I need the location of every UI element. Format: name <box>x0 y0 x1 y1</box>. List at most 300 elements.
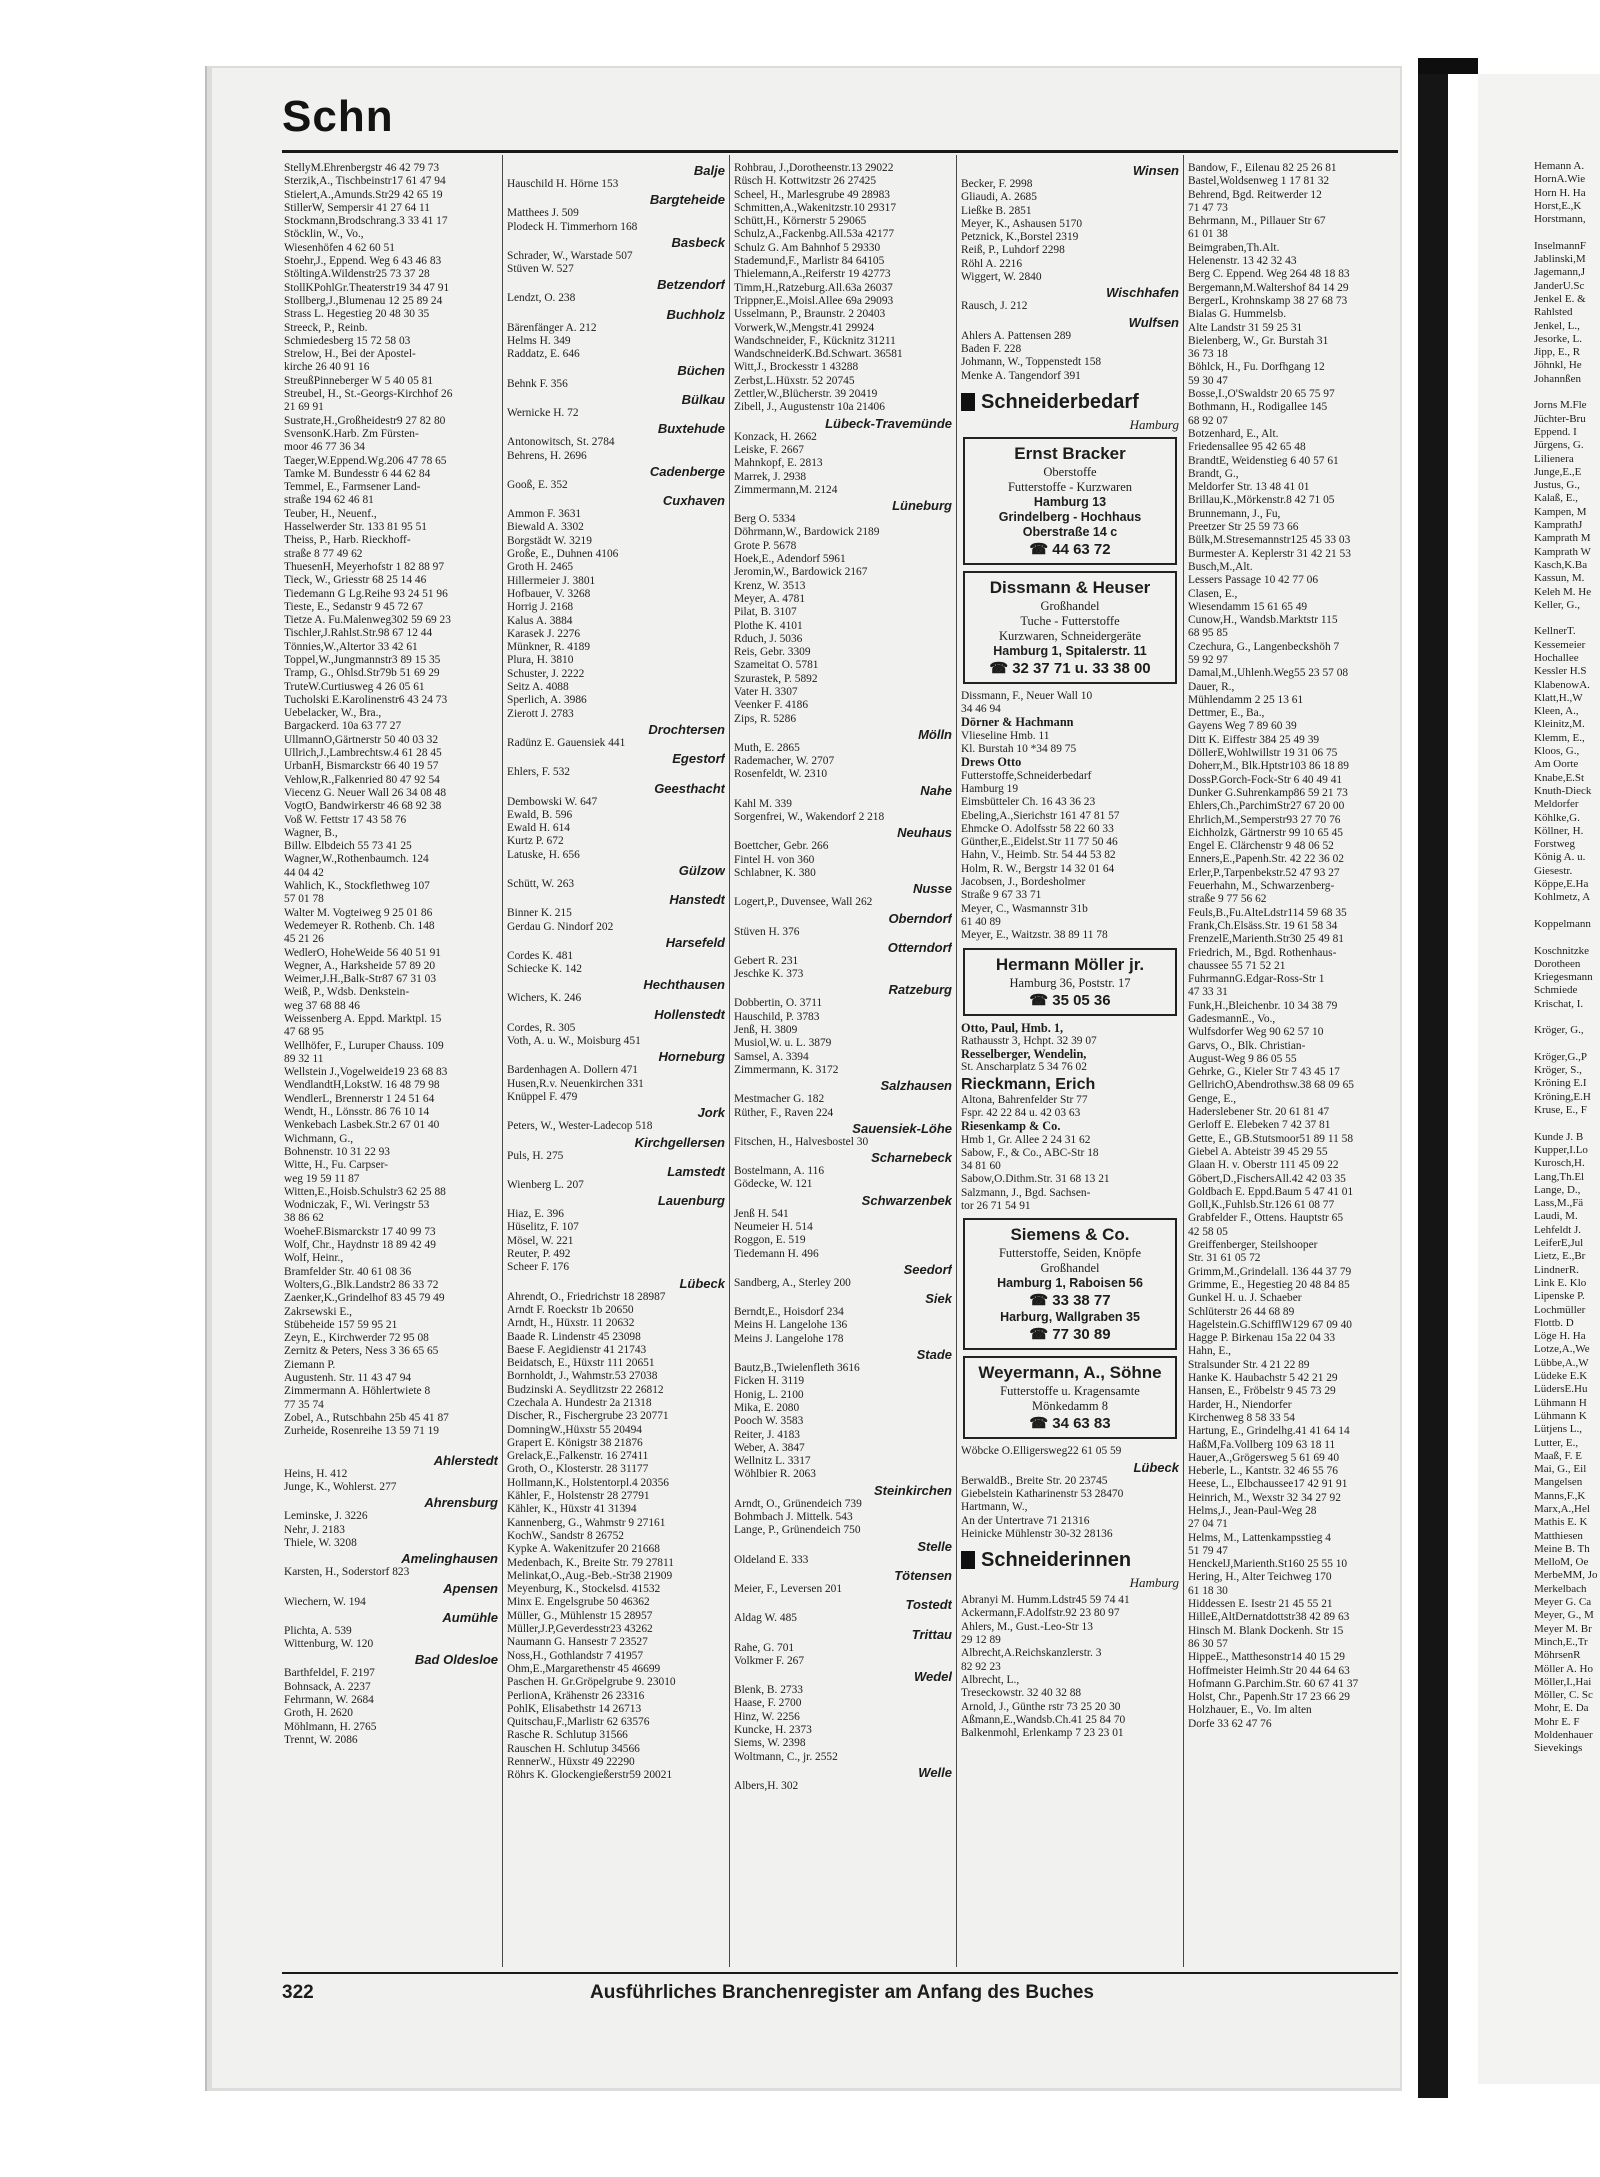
facing-page-entry: Lochmüller <box>1534 1303 1586 1316</box>
listing-entry: Strelow, H., Bei der Apostel- <box>284 348 416 361</box>
listing-entry: Helenenstr. 13 42 32 43 <box>1188 255 1297 268</box>
listing-entry: Bardenhagen A. Dollern 471 <box>507 1064 638 1077</box>
listing-entry: Blenk, B. 2733 <box>734 1684 803 1697</box>
listing-entry: Hering, H., Alter Teichweg 170 <box>1188 1571 1332 1584</box>
listing-entry: Große, E., Duhnen 4106 <box>507 548 619 561</box>
listing-entry: Szurastek, P. 5892 <box>734 672 818 685</box>
ad-text-line: Futterstoffe, Seiden, Knöpfe <box>998 1246 1142 1261</box>
listing-entry: Wagner,W.,Rothenbaumch. 124 <box>284 853 429 866</box>
listing-entry: Schlabner, K. 380 <box>734 866 816 879</box>
listing-entry: Meldorfer Str. 13 48 41 01 <box>1188 481 1310 494</box>
section-marker-icon <box>961 1551 975 1569</box>
listing-entry: Ficken H. 3119 <box>734 1375 805 1388</box>
listing-entry: FrenzelE,Marienth.Str30 25 49 81 <box>1188 933 1344 946</box>
listing-entry: Wiesendamm 15 61 65 49 <box>1188 600 1308 613</box>
column-3 <box>734 162 952 1967</box>
listing-entry: Hahn, E., <box>1188 1345 1232 1358</box>
facing-page-entry: Knuth-Dieck <box>1534 784 1592 797</box>
listing-entry: Hagelstein.G.SchifflW129 67 09 40 <box>1188 1318 1352 1331</box>
facing-page-entry: Mathis E. K <box>1534 1516 1588 1529</box>
section-heading-text: Schneiderinnen <box>981 1549 1132 1572</box>
listing-entry: St. Anscharplatz 5 34 76 02 <box>961 1061 1087 1074</box>
listing-entry: Stüven W. 527 <box>507 263 574 276</box>
listing-entry: Bialas G. Hummelsb. <box>1188 308 1287 321</box>
listing-entry: Ammon F. 3631 <box>507 508 582 521</box>
listing-entry: Ahlers, M., Gust.-Leo-Str 13 <box>961 1620 1093 1633</box>
listing-entry: Strass L. Hegestieg 20 48 30 35 <box>284 308 430 321</box>
listing-entry: Johmann, W., Toppenstedt 158 <box>961 356 1102 369</box>
facing-page-entry: Knabe,E.St <box>1534 771 1585 784</box>
listing-entry: Grimm,M.,Grindelall. 136 44 37 79 <box>1188 1265 1352 1278</box>
facing-page-entry: Jorns M.Fle <box>1534 399 1587 412</box>
facing-page-entry <box>1534 1011 1600 1024</box>
listing-entry: Grapert E. Königstr 38 21876 <box>507 1436 643 1449</box>
listing-entry: Futterstoffe,Schneiderbedarf <box>961 769 1092 782</box>
facing-page-entry: Kunde J. B <box>1534 1130 1584 1143</box>
listing-entry: Viecenz G. Neuer Wall 26 34 08 48 <box>284 786 447 799</box>
facing-page-entry: Schmiede <box>1534 984 1578 997</box>
listing-entry: 82 92 23 <box>961 1660 1001 1673</box>
listing-entry: tor 26 71 54 91 <box>961 1200 1031 1213</box>
listing-entry: Groth, O., Klosterstr. 28 31177 <box>507 1463 649 1476</box>
place-heading: Welle <box>918 1764 952 1780</box>
facing-page-entry: Kessler H.S <box>1534 665 1587 678</box>
place-heading: Stade <box>916 1347 952 1363</box>
facing-page-entry: Lilienera <box>1534 452 1574 465</box>
listing-entry: Stoehr,J., Eppend. Weg 6 43 46 83 <box>284 255 442 268</box>
listing-entry: Kannenberg, G., Wahmstr 9 27161 <box>507 1516 666 1529</box>
section-heading <box>961 389 1179 415</box>
listing-entry: Witt,J., Brockesstr 1 43288 <box>734 361 859 374</box>
listing-entry: Raddatz, E. 646 <box>507 348 580 361</box>
listing-entry: Hinz, W. 2256 <box>734 1710 800 1723</box>
facing-page-entry: Lehfeldt J. <box>1534 1223 1582 1236</box>
listing-entry: 38 86 62 <box>284 1212 324 1225</box>
listing-entry: 86 30 57 <box>1188 1637 1228 1650</box>
listing-entry: Wolf, Chr., Haydnstr 18 89 42 49 <box>284 1239 436 1252</box>
listing-entry: Zibell, J., Augustenstr 10a 21406 <box>734 401 885 414</box>
listing-entry: Str. 31 61 05 72 <box>1188 1252 1261 1265</box>
facing-page-entry: Kamprath M <box>1534 532 1591 545</box>
facing-page-entry: Dorotheen <box>1534 957 1581 970</box>
listing-entry: Bärenfänger A. 212 <box>507 321 597 334</box>
place-heading: Amelinghausen <box>401 1551 498 1567</box>
listing-entry: Hauschild, P. 3783 <box>734 1010 820 1023</box>
advertisement-bracker <box>963 437 1177 565</box>
listing-entry: Beidatsch, E., Hüxstr 111 20651 <box>507 1357 655 1370</box>
facing-page-entry: Kessemeier <box>1534 638 1586 651</box>
place-heading: Harsefeld <box>665 934 725 950</box>
listing-entry: Grelack,E.,Falkenstr. 16 27411 <box>507 1450 649 1463</box>
listing-entry: Bothmann, H., Rodigallee 145 <box>1188 401 1328 414</box>
listing-entry: Weissenberg A. Eppd. Marktpl. 15 <box>284 1013 442 1025</box>
listing-entry: Holst, Chr., Papenh.Str 17 23 66 29 <box>1188 1691 1351 1704</box>
facing-page-entry: Am Oorte <box>1534 758 1579 771</box>
listing-entry: WendlandtH,LokstW. 16 48 79 98 <box>284 1079 440 1092</box>
column-divider <box>729 155 730 1967</box>
facing-page-entry: Mohr, E. Da <box>1534 1702 1589 1715</box>
listing-entry: DossP.Gorch-Fock-Str 6 40 49 41 <box>1188 773 1343 786</box>
ad-address-line: Oberstraße 14 c <box>1022 524 1118 539</box>
listing-entry: Möhlmann, H. 2765 <box>284 1720 377 1733</box>
listing-entry: Gehrke, G., Kieler Str 7 43 45 17 <box>1188 1066 1340 1079</box>
listing-entry: Wagner, B., <box>284 826 338 839</box>
facing-page-entry: Köppe,E.Ha <box>1534 878 1589 891</box>
place-heading: Tostedt <box>905 1597 952 1613</box>
section-heading-text: Schneiderbedarf <box>981 390 1139 413</box>
listing-entry: Taeger,W.Eppend.Wg.206 47 78 65 <box>284 454 447 467</box>
listing-entry: Hofbauer, V. 3268 <box>507 587 591 600</box>
listing-entry: Kähler, F., Holstenstr 28 27791 <box>507 1490 650 1503</box>
ad-phone: ☎ 34 63 83 <box>1029 1415 1111 1433</box>
listing-entry: Zurheide, Rosenreihe 13 59 71 19 <box>284 1425 440 1438</box>
listing-entry: Plodeck H. Timmerhorn 168 <box>507 220 638 233</box>
place-heading: Apensen <box>443 1580 498 1596</box>
listing-entry: Sorgenfrei, W., Wakendorf 2 218 <box>734 811 885 824</box>
listing-entry: Hiddessen E. Isestr 21 45 55 21 <box>1188 1598 1333 1611</box>
listing-entry: Sabow, F., & Co., ABC-Str 18 <box>961 1146 1099 1159</box>
listing-entry: Seitz A. 4088 <box>507 681 569 694</box>
listing-entry: straße 194 62 46 81 <box>284 494 374 507</box>
listing-entry: Müller,J.P,Geverdesstr23 43262 <box>507 1623 653 1636</box>
listing-entry: Cordes, R. 305 <box>507 1021 576 1034</box>
column-divider <box>502 155 503 1967</box>
footer-note: Ausführliches Branchenregister am Anfang des Buches <box>590 1982 1094 2003</box>
listing-entry: Kirchenweg 8 58 33 54 <box>1188 1411 1295 1424</box>
listing-entry: Röhl A. 2216 <box>961 257 1023 270</box>
place-heading: Hechthausen <box>643 977 725 993</box>
listing-entry: 29 12 89 <box>961 1634 1001 1647</box>
binding-shadow <box>1418 58 1478 74</box>
listing-entry: Hansen, E., Fröbelstr 9 45 73 29 <box>1188 1385 1336 1398</box>
place-heading: Lübeck <box>1133 1459 1179 1475</box>
column-2 <box>507 162 725 1967</box>
listing-entry: Stübeheide 157 59 95 21 <box>284 1318 398 1331</box>
listing-entry: Bohmbach J. Mittelk. 543 <box>734 1511 853 1524</box>
listing-entry <box>284 1439 498 1452</box>
listing-entry: Aldag W. 485 <box>734 1612 797 1625</box>
facing-page-entry: Krischat, I. <box>1534 997 1584 1010</box>
advertisement-moeller <box>963 948 1177 1016</box>
listing-entry: Berg C. Eppend. Weg 264 48 18 83 <box>1188 268 1350 281</box>
listing-entry: Jacobsen, J., Bordesholmer <box>961 876 1086 889</box>
facing-page-entry: Lotze,A.,We <box>1534 1343 1590 1356</box>
facing-page-entry: Johannßen <box>1534 372 1582 385</box>
listing-entry: Wellhöfer, F., Luruper Chauss. 109 <box>284 1039 444 1052</box>
listing-entry: Damal,M.,Uhlenh.Weg55 23 57 08 <box>1188 667 1349 680</box>
listing-entry: BrandtE, Weidenstieg 6 40 57 61 <box>1188 454 1339 467</box>
listing-entry: Dettmer, E., Ba., <box>1188 707 1265 720</box>
listing-entry: Wolf, Heinr., <box>284 1252 344 1265</box>
facing-page-entry: Flottb. D <box>1534 1316 1574 1329</box>
place-heading: Bad Oldesloe <box>414 1652 498 1668</box>
facing-page-entry: Koppelmann <box>1534 917 1591 930</box>
listing-entry: Scheer F. 176 <box>507 1261 570 1274</box>
listing-entry: Paschen H. Gr.Gröpelgrube 9. 23010 <box>507 1676 676 1689</box>
ad-text-line: Kurzwaren, Schneidergeräte <box>998 628 1142 643</box>
listing-entry: Kahl M. 339 <box>734 797 792 810</box>
listing-entry: Hoffmeister Heimh.Str 20 44 64 63 <box>1188 1664 1350 1677</box>
listing-entry: Ullrich,J.,Lambrechtsw.4 61 28 45 <box>284 747 442 760</box>
facing-page-entry: Kamprath W <box>1534 545 1591 558</box>
listing-entry: Mösel, W. 221 <box>507 1234 574 1247</box>
listing-entry: Krenz, W. 3513 <box>734 579 806 592</box>
column-5 <box>1188 162 1400 1967</box>
listing-entry: Ließke B. 2851 <box>961 204 1032 217</box>
listing-entry: Rüther, F., Raven 224 <box>734 1106 834 1119</box>
listing-entry: Schiecke K. 142 <box>507 963 582 976</box>
listing-entry: Lessers Passage 10 42 77 06 <box>1188 574 1319 587</box>
listing-entry: Albrecht,A.Reichskanzlerstr. 3 <box>961 1647 1102 1660</box>
listing-entry: Reuter, P. 492 <box>507 1248 571 1261</box>
listing-entry: StellyM.Ehrenbergstr 46 42 79 73 <box>284 162 440 174</box>
listing-entry: Ewald, B. 596 <box>507 808 573 821</box>
listing-entry: Fitschen, H., Halvesbostel 30 <box>734 1135 869 1148</box>
facing-page-entry: Lass,M.,Fä <box>1534 1197 1584 1210</box>
listing-entry: 51 79 47 <box>1188 1544 1228 1557</box>
listing-entry: Puls, H. 275 <box>507 1149 564 1162</box>
facing-page-entry: LüdersE.Hu <box>1534 1383 1588 1396</box>
listing-entry: Hillermeier J. 3801 <box>507 574 596 587</box>
listing-entry: Kurtz P. 672 <box>507 835 564 848</box>
listing-entry: Kähler, K., Hüxstr 41 31394 <box>507 1503 637 1516</box>
listing-entry: Tietze A. Fu.Malenweg302 59 69 23 <box>284 614 451 627</box>
section-heading <box>961 1547 1179 1573</box>
listing-entry: 45 21 26 <box>284 933 324 946</box>
listing-entry: Heese, L., Elbchaussee17 42 91 91 <box>1188 1478 1348 1491</box>
listing-entry: 57 01 78 <box>284 893 324 906</box>
facing-page-entry: Justus, G., <box>1534 479 1580 492</box>
facing-page-entry <box>1534 612 1600 625</box>
listing-entry: Neumeier H. 514 <box>734 1221 813 1233</box>
facing-page-entry <box>1534 1038 1600 1051</box>
listing-entry: Haase, F. 2700 <box>734 1697 802 1710</box>
facing-page-entry: Möller, C. Sc <box>1534 1689 1593 1702</box>
facing-page-entry: LindnerR. <box>1534 1263 1579 1276</box>
listing-entry: Gayens Weg 7 89 60 39 <box>1188 720 1297 733</box>
listing-entry: Wolters,G.,Blk.Landstr2 86 33 72 <box>284 1278 439 1291</box>
listing-entry: Hollmann,K., Holstentorpl.4 20356 <box>507 1476 669 1489</box>
listing-entry: Biewald A. 3302 <box>507 521 584 534</box>
listing-entry: Ehrlich,M.,Semperstr93 27 70 76 <box>1188 813 1341 826</box>
ad-phone: ☎ 35 05 36 <box>1029 991 1111 1009</box>
listing-entry: Zeyn, E., Kirchwerder 72 95 08 <box>284 1332 429 1345</box>
listing-entry: Hmb 1, Gr. Allee 2 24 31 62 <box>961 1133 1091 1146</box>
place-heading: Aumühle <box>442 1609 498 1625</box>
listing-entry: Plura, H. 3810 <box>507 654 574 667</box>
listing-entry: Cordes K. 481 <box>507 949 574 962</box>
place-heading: Büchen <box>677 362 725 378</box>
place-heading: Wedel <box>913 1669 952 1685</box>
advertisement-dissmann <box>963 571 1177 684</box>
facing-page-entry: Köhlke,G. <box>1534 811 1580 824</box>
facing-page-entry: LeiferE,Jul <box>1534 1237 1584 1250</box>
listing-entry: straße 8 77 49 62 <box>284 547 363 560</box>
listing-entry: Sterzik,A., Tischbeinstr17 61 47 94 <box>284 175 446 188</box>
listing-entry: 34 46 94 <box>961 703 1001 716</box>
listing-entry: Hamburg 19 <box>961 782 1019 795</box>
listing-entry: Schrader, W., Warstade 507 <box>507 249 633 262</box>
listing-entry: Vlieseline Hmb. 11 <box>961 729 1050 742</box>
listing-entry: Honig, L. 2100 <box>734 1388 804 1401</box>
listing-entry: Latuske, H. 656 <box>507 848 580 861</box>
listing-entry: Schulz G. Am Bahnhof 5 29330 <box>734 241 881 254</box>
listing-entry: Hartmann, W., <box>961 1501 1028 1514</box>
ad-text-line: Oberstoffe <box>1043 464 1097 479</box>
listing-entry: BerwaldB., Breite Str. 20 23745 <box>961 1474 1108 1487</box>
listing-entry: Plothe K. 4101 <box>734 619 803 632</box>
listing-entry: PohlK, Elisabethstr 14 26713 <box>507 1702 642 1715</box>
listing-entry: GadesmannE., Vo., <box>1188 1013 1276 1025</box>
listing-entry: Zimmermann A. Höhlertwiete 8 <box>284 1385 431 1398</box>
listing-entry: Meyer, E., Waitzstr. 38 89 11 78 <box>961 929 1108 942</box>
listing-entry: Wedemeyer R. Rothenb. Ch. 148 <box>284 919 435 932</box>
ad-phone: ☎ 32 37 71 u. 33 38 00 <box>989 659 1151 677</box>
listing-entry: Hiaz, E. 396 <box>507 1208 564 1221</box>
listing-entry: Becker, F. 2998 <box>961 178 1033 190</box>
listing-entry: Tischler,J.Rahlst.Str.98 67 12 44 <box>284 627 433 640</box>
listing-entry: Meyenburg, K., Stockelsd. 41532 <box>507 1583 661 1596</box>
listing-entry: 47 68 95 <box>284 1026 324 1039</box>
facing-page-entry: Kupper,I.Lo <box>1534 1143 1588 1156</box>
place-heading: Lüneburg <box>892 498 952 514</box>
listing-entry: Zobel, A., Rutschbahn 25b 45 41 87 <box>284 1411 449 1424</box>
listing-entry: ThuesenH, Meyerhofstr 1 82 88 97 <box>284 560 445 573</box>
listing-entry: Baade R. Lindenstr 45 23098 <box>507 1330 641 1343</box>
listing-entry: Discher, R., Fischergrube 23 20771 <box>507 1410 669 1423</box>
listing-entry: Hasselwerder Str. 133 81 95 51 <box>284 521 427 534</box>
listing-entry: Bornholdt, J., Wahmstr.53 27038 <box>507 1370 658 1383</box>
listing-entry: Junge, K., Wohlerst. 277 <box>284 1481 397 1494</box>
listing-entry: Marrek, J. 2938 <box>734 470 807 483</box>
listing-entry: Wienberg L. 207 <box>507 1178 584 1191</box>
column-4 <box>961 162 1179 1967</box>
facing-page-entry: Lietz, E.,Br <box>1534 1250 1586 1263</box>
ad-address-line: Hamburg 1, Raboisen 56 <box>997 1276 1143 1291</box>
listing-entry: Wiggert, W. 2840 <box>961 271 1042 284</box>
listing-entry: Behrens, H. 2696 <box>507 449 587 462</box>
ad-address-line: Hamburg 1, Spitalerstr. 11 <box>993 643 1147 658</box>
listing-entry: Bargackerd. 10a 63 77 27 <box>284 720 402 733</box>
listing-entry: Greiffenberger, Steilshooper <box>1188 1239 1318 1252</box>
listing-entry: Funk,H.,Bleichenbr. 10 34 38 79 <box>1188 999 1338 1012</box>
listing-entry: Jeschke K. 373 <box>734 968 804 981</box>
facing-page-entry: Horstmann, <box>1534 213 1586 226</box>
listing-entry-bold: Dörner & Hachmann <box>961 716 1074 730</box>
listing-entry: Grote P. 5678 <box>734 539 797 552</box>
place-heading: Lauenburg <box>657 1193 725 1209</box>
listing-entry: Giebelstein Katharinenstr 53 28470 <box>961 1487 1124 1500</box>
listing-entry: Rohbrau, J.,Dorotheenstr.13 29022 <box>734 162 894 174</box>
facing-page-entry <box>1534 1117 1600 1130</box>
listing-entry: Wenkebach Lasbek.Str.2 67 01 40 <box>284 1119 440 1132</box>
listing-entry: Behnk F. 356 <box>507 377 568 390</box>
listing-entry: Borgstädt W. 3219 <box>507 534 592 547</box>
listing-entry: Hagge P. Birkenau 15a 22 04 33 <box>1188 1332 1336 1345</box>
listing-entry: Nehr, J. 2183 <box>284 1523 345 1536</box>
listing-entry: Uebelacker, W., Bra., <box>284 707 382 720</box>
listing-entry: Czechala A. Hundestr 2a 21318 <box>507 1397 652 1409</box>
column-divider <box>956 155 957 1967</box>
listing-entry: Minx E. Engelsgrube 50 46362 <box>507 1596 650 1609</box>
listing-entry: Muth, E. 2865 <box>734 741 800 754</box>
listing-entry: Dorfe 33 62 47 76 <box>1188 1717 1272 1730</box>
listing-entry: Helms, M., Lattenkampsstieg 4 <box>1188 1531 1331 1544</box>
listing-entry: WedlerO, HoheWeide 56 40 51 91 <box>284 946 441 959</box>
listing-entry: Hinsch M. Blank Dockenh. Str 15 <box>1188 1624 1344 1637</box>
listing-entry: Streubel, H., St.-Georgs-Kirchhof 26 <box>284 388 453 401</box>
listing-entry: Streeck, P., Reinb. <box>284 321 368 334</box>
listing-entry: Quitschau,F.,Marlistr 62 63576 <box>507 1716 650 1729</box>
listing-entry: Böhlck, H., Fu. Dorfhgang 12 <box>1188 361 1325 374</box>
place-heading: Ratzeburg <box>888 982 952 998</box>
listing-entry: Schmitten,A.,Wakenitzstr.10 29317 <box>734 201 897 214</box>
facing-page-entry <box>1534 931 1600 944</box>
place-heading: Betzendorf <box>657 277 725 293</box>
listing-entry: Zakrsewski E., <box>284 1305 353 1318</box>
listing-entry: Fehrmann, W. 2684 <box>284 1694 374 1707</box>
listing-entry: Voß W. Fettstr 17 43 58 76 <box>284 813 407 826</box>
place-heading: Nahe <box>920 782 952 798</box>
listing-entry: Enners,E.,Papenh.Str. 42 22 36 02 <box>1188 853 1344 866</box>
listing-entry: Rüsch H. Kottwitzstr 26 27425 <box>734 175 877 188</box>
facing-page-entry: Horn H. Ha <box>1534 186 1586 199</box>
listing-entry: Witte, H., Fu. Carpser- <box>284 1159 389 1172</box>
facing-page-entry: Meine B. Th <box>1534 1542 1590 1555</box>
ad-text-line: Großhandel <box>1040 598 1100 613</box>
listing-entry: Wernicke H. 72 <box>507 406 579 419</box>
facing-page-entry: Kasch,K.Ba <box>1534 558 1588 571</box>
listing-entry: Logert,P., Duvensee, Wall 262 <box>734 896 873 909</box>
advertisement-siemens <box>963 1218 1177 1350</box>
listing-entry: Tönnies,W.,Altertor 33 42 61 <box>284 640 418 653</box>
place-heading: Bargteheide <box>649 192 725 208</box>
listing-entry: Dauer, R., <box>1188 680 1235 693</box>
listing-entry: Konzack, H. 2662 <box>734 430 817 443</box>
listing-entry: Stralsunder Str. 4 21 22 89 <box>1188 1358 1310 1371</box>
listing-entry: Reis, Gebr. 3309 <box>734 646 811 659</box>
facing-page-entry: Hemann A. <box>1534 160 1585 172</box>
place-heading: Lübeck <box>679 1275 725 1291</box>
listing-entry: Ahlers A. Pattensen 289 <box>961 329 1072 342</box>
listing-entry: Weiß, P., Wdsb. Denkstein- <box>284 986 410 999</box>
listing-entry: Wittenburg, W. 120 <box>284 1638 374 1651</box>
listing-entry: Fintel H. von 360 <box>734 853 815 866</box>
listing-entry: Witten,E.,Hoisb.Schulstr3 62 25 88 <box>284 1185 446 1198</box>
place-heading: Lamstedt <box>667 1163 725 1179</box>
place-heading: Egestorf <box>672 751 725 767</box>
listing-entry: Kl. Burstah 10 *34 89 75 <box>961 743 1077 756</box>
listing-entry: Schütt, W. 263 <box>507 877 575 890</box>
listing-entry: Wichmann, G., <box>284 1132 354 1145</box>
facing-page-entry: Kalaß, E., <box>1534 492 1578 505</box>
facing-page-entry: Jürgens, G. <box>1534 439 1584 452</box>
listing-entry: Schlüterstr 26 44 68 89 <box>1188 1305 1295 1318</box>
listing-entry: Mestmacher G. 182 <box>734 1093 825 1106</box>
listing-entry: Gerloff E. Elebeken 7 42 37 81 <box>1188 1119 1331 1132</box>
facing-page-entry: MöhrsenR <box>1534 1649 1581 1662</box>
listing-entry: Naumann G. Hansestr 7 23527 <box>507 1636 648 1649</box>
listing-entry: Scheel, H., Marlesgrube 49 28983 <box>734 188 890 201</box>
listing-entry: Behrend, Bgd. Reitwerder 12 <box>1188 188 1322 201</box>
listing-entry: Radünz E. Gauensiek 441 <box>507 736 626 749</box>
place-heading: Hollenstedt <box>654 1006 725 1022</box>
facing-page-entry: Link E. Klo <box>1534 1276 1587 1289</box>
facing-page-entry: Kruse, E., F <box>1534 1104 1587 1117</box>
listing-entry: 61 40 89 <box>961 915 1001 928</box>
listing-entry: Bosse,I.,O'Swaldstr 20 65 75 97 <box>1188 388 1335 401</box>
facing-page-entry: Meyer G. Ca <box>1534 1596 1592 1609</box>
